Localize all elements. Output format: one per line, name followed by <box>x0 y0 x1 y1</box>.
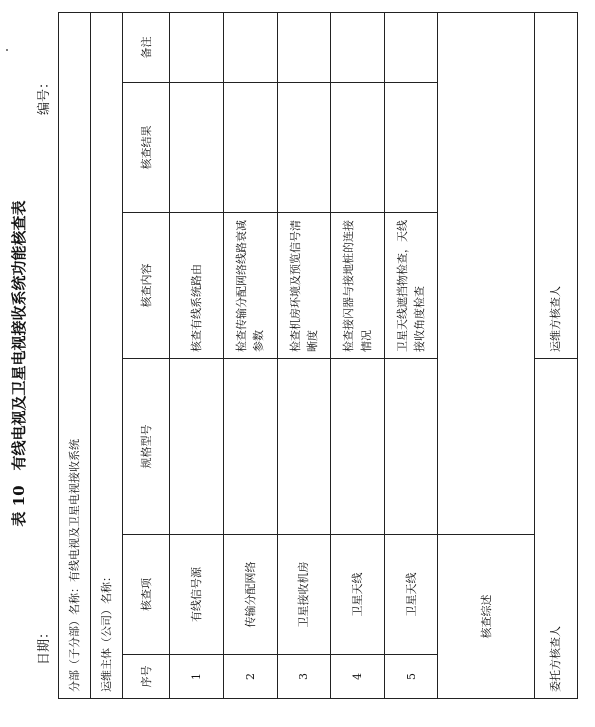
number-label: 编号： <box>37 75 52 115</box>
row-item: 卫星天线 <box>384 535 438 655</box>
summary-row <box>438 12 535 698</box>
row-spec <box>277 359 331 535</box>
project-name-cell: 分部（子分部）名称：有线电视及卫星电视接收系统 <box>59 12 91 698</box>
table-row <box>331 12 385 698</box>
summary-field <box>438 12 535 534</box>
summary-label: 核查综述 <box>438 535 535 699</box>
row-remark <box>170 12 224 82</box>
row-result <box>331 83 385 213</box>
row-content: 卫星天线遮挡物检查，天线接收角度检查 <box>384 213 438 359</box>
column-header: 备注 <box>123 12 170 82</box>
row-number: 2 <box>223 655 277 699</box>
row-item: 卫星天线 <box>331 535 385 655</box>
inspection-table <box>58 12 578 699</box>
operator-signature-label: 运维方核查人 <box>535 12 578 358</box>
signature-row <box>535 12 578 698</box>
row-result <box>170 83 224 213</box>
row-remark <box>384 12 438 82</box>
row-result <box>277 83 331 213</box>
column-header: 核查结果 <box>123 83 170 213</box>
row-number: 4 <box>331 655 385 699</box>
row-spec <box>223 359 277 535</box>
row-result <box>384 83 438 213</box>
project-name-row <box>59 12 91 698</box>
form-title: 表 10 有线电视及卫星电视接收系统功能核查表 <box>10 200 28 527</box>
column-header: 规格型号 <box>123 359 170 535</box>
scan-speck <box>6 49 8 51</box>
client-signature-label: 委托方核查人 <box>535 359 578 699</box>
column-header: 核查内容 <box>123 213 170 359</box>
operator-name-cell: 运维主体（公司）名称： <box>91 12 123 698</box>
row-spec <box>331 359 385 535</box>
row-item: 传输分配网络 <box>223 535 277 655</box>
row-content: 检查传输分配网络线路衰减参数 <box>223 213 277 359</box>
column-header-row <box>123 12 170 698</box>
row-remark <box>223 12 277 82</box>
date-label: 日期： <box>37 625 52 665</box>
row-number: 1 <box>170 655 224 699</box>
row-item: 有线信号源 <box>170 535 224 655</box>
column-header: 序号 <box>123 655 170 699</box>
row-content: 核查有线系统路由 <box>170 213 224 359</box>
table-row <box>277 12 331 698</box>
row-content: 检查机房环境及预览信号清晰度 <box>277 213 331 359</box>
row-number: 3 <box>277 655 331 699</box>
table-row <box>223 12 277 698</box>
row-remark <box>331 12 385 82</box>
row-content: 检查接闪器与接地桩的连接情况 <box>331 213 385 359</box>
row-spec <box>384 359 438 535</box>
table-row <box>170 12 224 698</box>
row-number: 5 <box>384 655 438 699</box>
row-remark <box>277 12 331 82</box>
operator-name-row <box>91 12 123 698</box>
row-item: 卫星接收机房 <box>277 535 331 655</box>
table-row <box>384 12 438 698</box>
row-result <box>223 83 277 213</box>
column-header: 核查项 <box>123 535 170 655</box>
row-spec <box>170 359 224 535</box>
